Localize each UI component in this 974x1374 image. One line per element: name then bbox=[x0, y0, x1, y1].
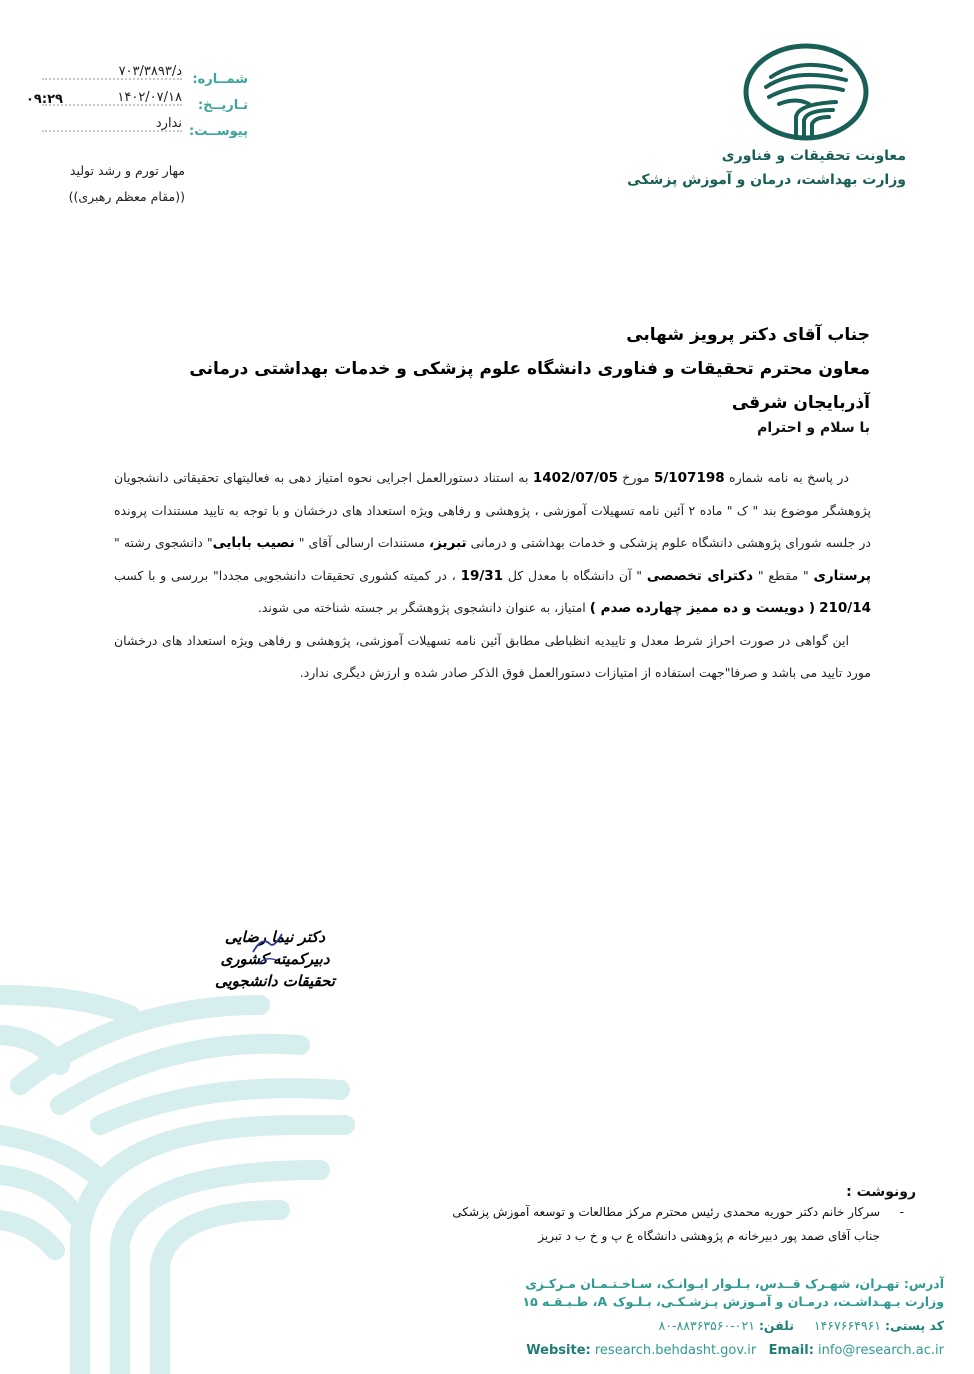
body-text: در پاسخ به نامه شماره bbox=[724, 470, 849, 485]
email-label: Email: bbox=[768, 1343, 814, 1358]
dotted-line bbox=[42, 78, 182, 80]
footer-contact bbox=[514, 1275, 944, 1358]
watermark-logo-graphic bbox=[0, 975, 370, 1374]
reference-letter-date: 1402/07/05 bbox=[532, 470, 618, 486]
letter-time: ۰۹:۲۹ bbox=[26, 92, 63, 107]
letter-body bbox=[114, 462, 871, 690]
email-link[interactable]: info@research.ac.ir bbox=[818, 1343, 944, 1358]
field-of-study: پرستاری bbox=[813, 567, 871, 584]
address-line-1: آدرس: تهـران، شهـرک قــدس، بـلـوار ایـوانـک، سـاخـتـمـان مـرکـزی bbox=[525, 1276, 944, 1291]
body-text: " دانشجوی رشته " bbox=[114, 535, 213, 550]
body-paragraph-2: این گواهی در صورت احراز شرط معدل و تاییدیه انظباطی مطابق آئین نامه تسهیلات آموزشی، پژوهشی و رفاهی ویژه استعداد های درخشان مورد تایید می باشد و صرفا"جهت استفاده از امتیازات دستورالعمل فوق الذکر صادر شده و ارزش دیگری ندارد. bbox=[114, 632, 871, 680]
date-label: تـاریــخ: bbox=[197, 98, 248, 113]
cc-item bbox=[396, 1200, 916, 1224]
phone-number: ۰۲۱-۸۸۳۶۳۵۶۰-۸۰ bbox=[658, 1318, 755, 1333]
slogan-text: مهار تورم و رشد تولید bbox=[69, 163, 185, 178]
student-name: نصیب بابایی bbox=[212, 535, 295, 551]
postal-code: ۱۴۶۷۶۶۴۹۶۱ bbox=[813, 1318, 881, 1333]
logo-title: معاونت تحقیقات و فناوری bbox=[721, 148, 906, 164]
postal-phone-line bbox=[514, 1315, 944, 1337]
phone-label: تلفن: bbox=[758, 1318, 794, 1333]
cc-section bbox=[396, 1184, 916, 1248]
website-link[interactable]: research.behdasht.gov.ir bbox=[594, 1343, 757, 1358]
number-label: شمــاره: bbox=[192, 72, 248, 87]
body-text: " آن دانشگاه با معدل کل bbox=[503, 567, 647, 583]
gpa-value: 19/31 bbox=[460, 567, 504, 584]
score-in-words: ( دویست و ده ممیز چهارده صدم ) bbox=[589, 600, 816, 616]
cc-item-text: سرکار خانم دکتر حوریه محمدی رئیس محترم مرکز مطالعات و توسعه آموزش پزشکی bbox=[452, 1205, 880, 1219]
university-city: تبریز، bbox=[429, 535, 467, 551]
address-line-2: وزارت بـهـداشـت، درمـان و آمـوزش پـزشـکـی، بـلـوک A، طـبـقـه ۱۵ bbox=[522, 1294, 944, 1309]
web-email-line bbox=[514, 1343, 944, 1358]
handwritten-signature-icon bbox=[248, 930, 288, 970]
reference-letter-number: 5/107198 bbox=[653, 470, 725, 486]
meta-attachment-row bbox=[20, 116, 260, 142]
cc-item-text: جناب آقای صمد پور دبیرخانه م پژوهشی دانشگاه ع پ و خ ب د تبریز bbox=[538, 1229, 880, 1243]
letter-meta bbox=[20, 64, 260, 142]
degree-level: دکترای تخصصی bbox=[646, 567, 754, 584]
dotted-line bbox=[42, 130, 182, 132]
list-dash: - bbox=[899, 1205, 904, 1219]
attachment-label: پیوســت: bbox=[189, 124, 248, 139]
slogan-attribution: ((مقام معظم رهبری)) bbox=[68, 189, 185, 204]
dotted-line bbox=[42, 104, 182, 106]
letter-number: د/۷۰۳/۳۸۹۳ bbox=[118, 64, 182, 79]
greeting: با سلام و احترام bbox=[757, 420, 870, 436]
body-paragraph-1 bbox=[114, 462, 871, 625]
body-text: " مقطع " bbox=[753, 567, 814, 583]
year-slogan bbox=[40, 158, 185, 210]
signer-name: دکتر نیما رضایی bbox=[224, 928, 326, 946]
body-text: به استناد دستورالعمل اجرایی نحوه امتیاز دهی به فعالیتهای تحقیقاتی دانشجویان پژوهشگر موضوع بند " ک " ماده ۲ آئین نامه تسهیلات آموزشی ، پژوهشی و رفاهی ویژه استعداد های درخشان و با توجه به تایید مستندات پرونده در جلسه شورای پژوهشی دانشگاه علوم پزشکی و خدمات بهداشتی و درمانی bbox=[114, 470, 871, 550]
score-value: 210/14 bbox=[819, 600, 871, 616]
body-text: مورخ bbox=[617, 470, 654, 485]
website-label: Website: bbox=[526, 1343, 591, 1358]
signer-committee: تحقیقات دانشجویی bbox=[215, 972, 335, 990]
logo-subtitle: وزارت بهداشت، درمان و آموزش پزشکی bbox=[627, 172, 906, 188]
recipient-name: جناب آقای دکتر پرویز شهابی bbox=[626, 325, 870, 345]
tree-emblem-icon bbox=[741, 42, 871, 147]
body-text: امتیاز، به عنوان دانشجوی پژوهشگر بر جسته شناخته می شوند. bbox=[257, 600, 590, 615]
body-text: ، در کمیته کشوری تحقیقات دانشجویی مجددا" بررسی و با کسب bbox=[114, 567, 461, 583]
cc-item bbox=[396, 1224, 916, 1248]
postal-label: کد پستی: bbox=[884, 1318, 944, 1333]
attachment-value: ندارد bbox=[155, 116, 182, 131]
recipient-title: معاون محترم تحقیقات و فناوری دانشگاه علوم پزشکی و خدمات بهداشتی درمانی آذربایجان شرقی bbox=[189, 359, 870, 413]
meta-number-row bbox=[20, 64, 260, 90]
cc-title: رونوشت : bbox=[846, 1184, 916, 1200]
ministry-logo bbox=[627, 40, 936, 200]
letter-date: ۱۴۰۲/۰۷/۱۸ bbox=[117, 90, 182, 105]
body-text: مستندات ارسالی آقای " bbox=[294, 535, 429, 550]
signer-title: دبیرکمیته کشوری bbox=[220, 950, 330, 968]
recipient-block bbox=[170, 318, 870, 420]
